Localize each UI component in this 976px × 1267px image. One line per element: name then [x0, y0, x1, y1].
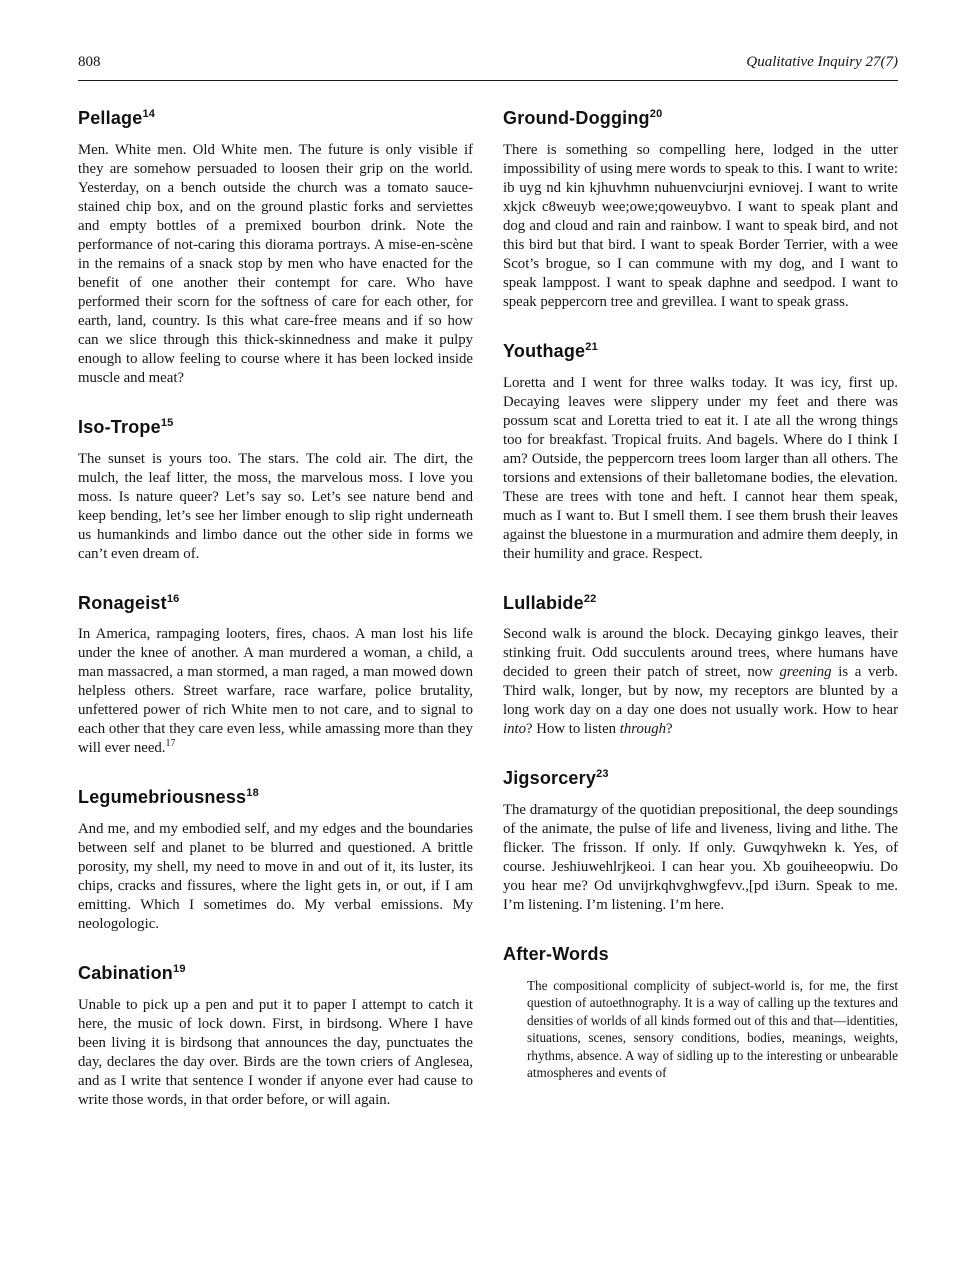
section-heading: [503, 594, 898, 614]
journal-reference: Qualitative Inquiry 27(7): [746, 54, 898, 70]
article-section: [78, 594, 473, 759]
article-section: [78, 109, 473, 388]
body-text: ?: [666, 721, 673, 738]
body-text: The compositional complicity of subject-world is, for me, the first question of autoethnography. It is a way of calling up the textures and densities of worlds of all kinds formed out of this and that—identities, situations, scenes, sensory conditions, bodies, meanings, weights, rhythms, absence. A way of sidling up to the interesting or unbearable atmospheres and events of: [527, 977, 898, 1081]
body-text: is a verb. Third walk, longer, but by now, my receptors are blunted by a long work day on a day one does not usually work. How to hear: [503, 664, 898, 719]
body-text: greening: [779, 664, 832, 681]
section-heading: [503, 769, 898, 789]
section-footnote-number: 19: [173, 963, 186, 976]
section-body: [78, 996, 473, 1110]
section-heading: [78, 109, 473, 129]
section-title-text: Jigsorcery: [503, 768, 597, 789]
left-column: [78, 107, 473, 1116]
article-section: [78, 964, 473, 1110]
section-heading: [503, 109, 898, 129]
section-body: [503, 374, 898, 564]
section-body: [78, 141, 473, 388]
page-number: 808: [78, 54, 101, 70]
section-footnote-number: 21: [585, 340, 598, 353]
article-section: [503, 109, 898, 312]
section-heading: [78, 594, 473, 614]
section-heading: [503, 342, 898, 362]
body-text: In America, rampaging looters, fires, chaos. A man lost his life under the knee of another. A man murdered a woman, a child, a man massacred, a man stormed, a man raged, a man mowed down helpless others. Street warfare, race warfare, police brutality, unfettered power of rich White men to not care, and to signal to each other that they care even less, while amassing more than they will ever need.: [78, 626, 473, 757]
section-body: [503, 801, 898, 915]
section-heading: [78, 418, 473, 438]
article-section: [503, 342, 898, 564]
section-body: [503, 625, 898, 739]
body-text: into: [503, 721, 527, 738]
section-title-text: Lullabide: [503, 592, 584, 613]
section-footnote-number: 22: [583, 592, 597, 605]
section-heading: [78, 788, 473, 808]
article-section: [503, 594, 898, 740]
section-heading: [78, 964, 473, 984]
section-title-text: Legumebriousness: [78, 787, 247, 808]
section-title-text: Iso-Trope: [78, 416, 161, 437]
section-title-text: Ground-Dogging: [503, 108, 650, 128]
section-body: [78, 625, 473, 758]
body-text: And me, and my embodied self, and my edges and the boundaries between self and planet to be blurred and questioned. A brittle porosity, my shell, my need to move in and out of it, its luster, its chips, cracks and fissures, where the light gets in, or out, if I am emitting. Which I sometimes do. My verbal emissions. My neologologic.: [78, 821, 473, 933]
section-footnote-number: 16: [166, 592, 180, 605]
section-footnote-number: 23: [596, 768, 609, 781]
section-body: [503, 141, 898, 312]
section-title-text: Cabination: [78, 963, 173, 984]
body-text: The sunset is yours too. The stars. The cold air. The dirt, the mulch, the leaf litter, the moss, the marvelous moss. I love you moss. Is nature queer? Let’s say so. Let’s see nature bend and keep bending, let’s see her limber enough to slip right underneath us humankinds and limbo dance out the other side in forms we can’t even dream of.: [78, 450, 473, 562]
body-text: Men. White men. Old White men. The future is only visible if they are somehow persuaded to loosen their grip on the world. Yesterday, on a bench outside the church was a tomato sauce-stained chip box, and on the ground plastic forks and serviettes and empty bottles of a premixed bourbon drink. Note the performance of not-caring this diorama portrays. A mise-en-scène in the remains of a snack stop by men who have enacted for the benefit of one another their contempt for care. Who have performed their scorn for the softness of care for each other, for earth, land, country. Is this what care-free means and if so how can we slice through this thick-skinnedness and make it pulpy enough to allow feeling to course where it has been locked inside muscle and meat?: [78, 141, 473, 386]
body-text: The dramaturgy of the quotidian prepositional, the deep soundings of the animate, the pulse of life and liveness, living and lithe. The flicker. The frisson. If only. If only. Guwqyhwekn k. Yes, of course. Jeshiuwehlrjkeoi. I can hear you. Xb gouiheeopwiu. Do you hear me? Od unvijrkqhvghwgfevv.,[pd i3urn. Speak to me. I’m listening. I’m listening. I’m here.: [503, 802, 898, 914]
body-text: Loretta and I went for three walks today. It was icy, first up. Decaying leaves were slippery under my feet and there was possum scat and Loretta tried to eat it. I ate all the wrong things too for breakfast. Tropical fruits. And bagels. Where do I think I am? Outside, the peppercorn trees loom larger than all others. The torsions and extensions of their balletomane bodies, the elevation. These are trees with tone and heft. I cannot hear them speak, much as I want to. But I smell them. I see them brush their leaves against the bluestone in a murmuration and admire them deeply, in their humility and grace. Respect.: [503, 374, 898, 562]
page-header: [78, 54, 898, 81]
section-title-text: Youthage: [503, 340, 586, 361]
two-column-body: [78, 107, 898, 1116]
section-footnote-number: 20: [649, 108, 663, 120]
body-text: ? How to listen: [526, 721, 620, 738]
article-section: [78, 418, 473, 564]
section-body: [527, 977, 898, 1081]
article-section: [78, 788, 473, 934]
section-footnote-number: 18: [246, 787, 259, 800]
section-footnote-number: 15: [160, 416, 174, 429]
section-heading: [503, 945, 898, 965]
section-title-text: Pellage: [78, 108, 143, 128]
article-section: [503, 945, 898, 1081]
section-title-text: Ronageist: [78, 592, 167, 613]
section-footnote-number: 14: [142, 108, 156, 120]
body-text: through: [619, 721, 667, 738]
body-text: There is something so compelling here, lodged in the utter impossibility of using mere words to speak to this. I want to write: ib uyg nd kin kjhuvhmn nuhuenvciurjni evniovej. I want to write xkjck c8weuyb wee;owe;qoweuybvo. I want to speak plant and dog and cloud and rain and rainbow. I want to speak bird, and not this bird but that bird. I want to speak Border Terrier, with a wee Scot’s brogue, so I can commune with my dog, and I want to speak lamppost. I want to speak daphne and seedpod. I want to speak peppercorn tree and grevillea. I want to speak grass.: [503, 141, 898, 310]
article-section: [503, 769, 898, 915]
right-column: [503, 107, 898, 1116]
body-text: Unable to pick up a pen and put it to paper I attempt to catch it here, the music of lock down. First, in birdsong. Where I have been living it is birdsong that announces the day, punctuates the day, declares the day over. Birds are the town criers of Anglesea, and as I write that sentence I wonder if anyone ever had cause to write those words, in that order before, or will again.: [78, 996, 473, 1108]
section-body: [78, 820, 473, 934]
section-body: [78, 450, 473, 564]
body-text: Second walk is around the block. Decaying ginkgo leaves, their stinking fruit. Odd succulents around trees, where humans have decided to green their patch of street, now: [503, 626, 898, 681]
section-title-text: After-Words: [503, 944, 609, 965]
footnote-reference: 17: [165, 738, 176, 750]
